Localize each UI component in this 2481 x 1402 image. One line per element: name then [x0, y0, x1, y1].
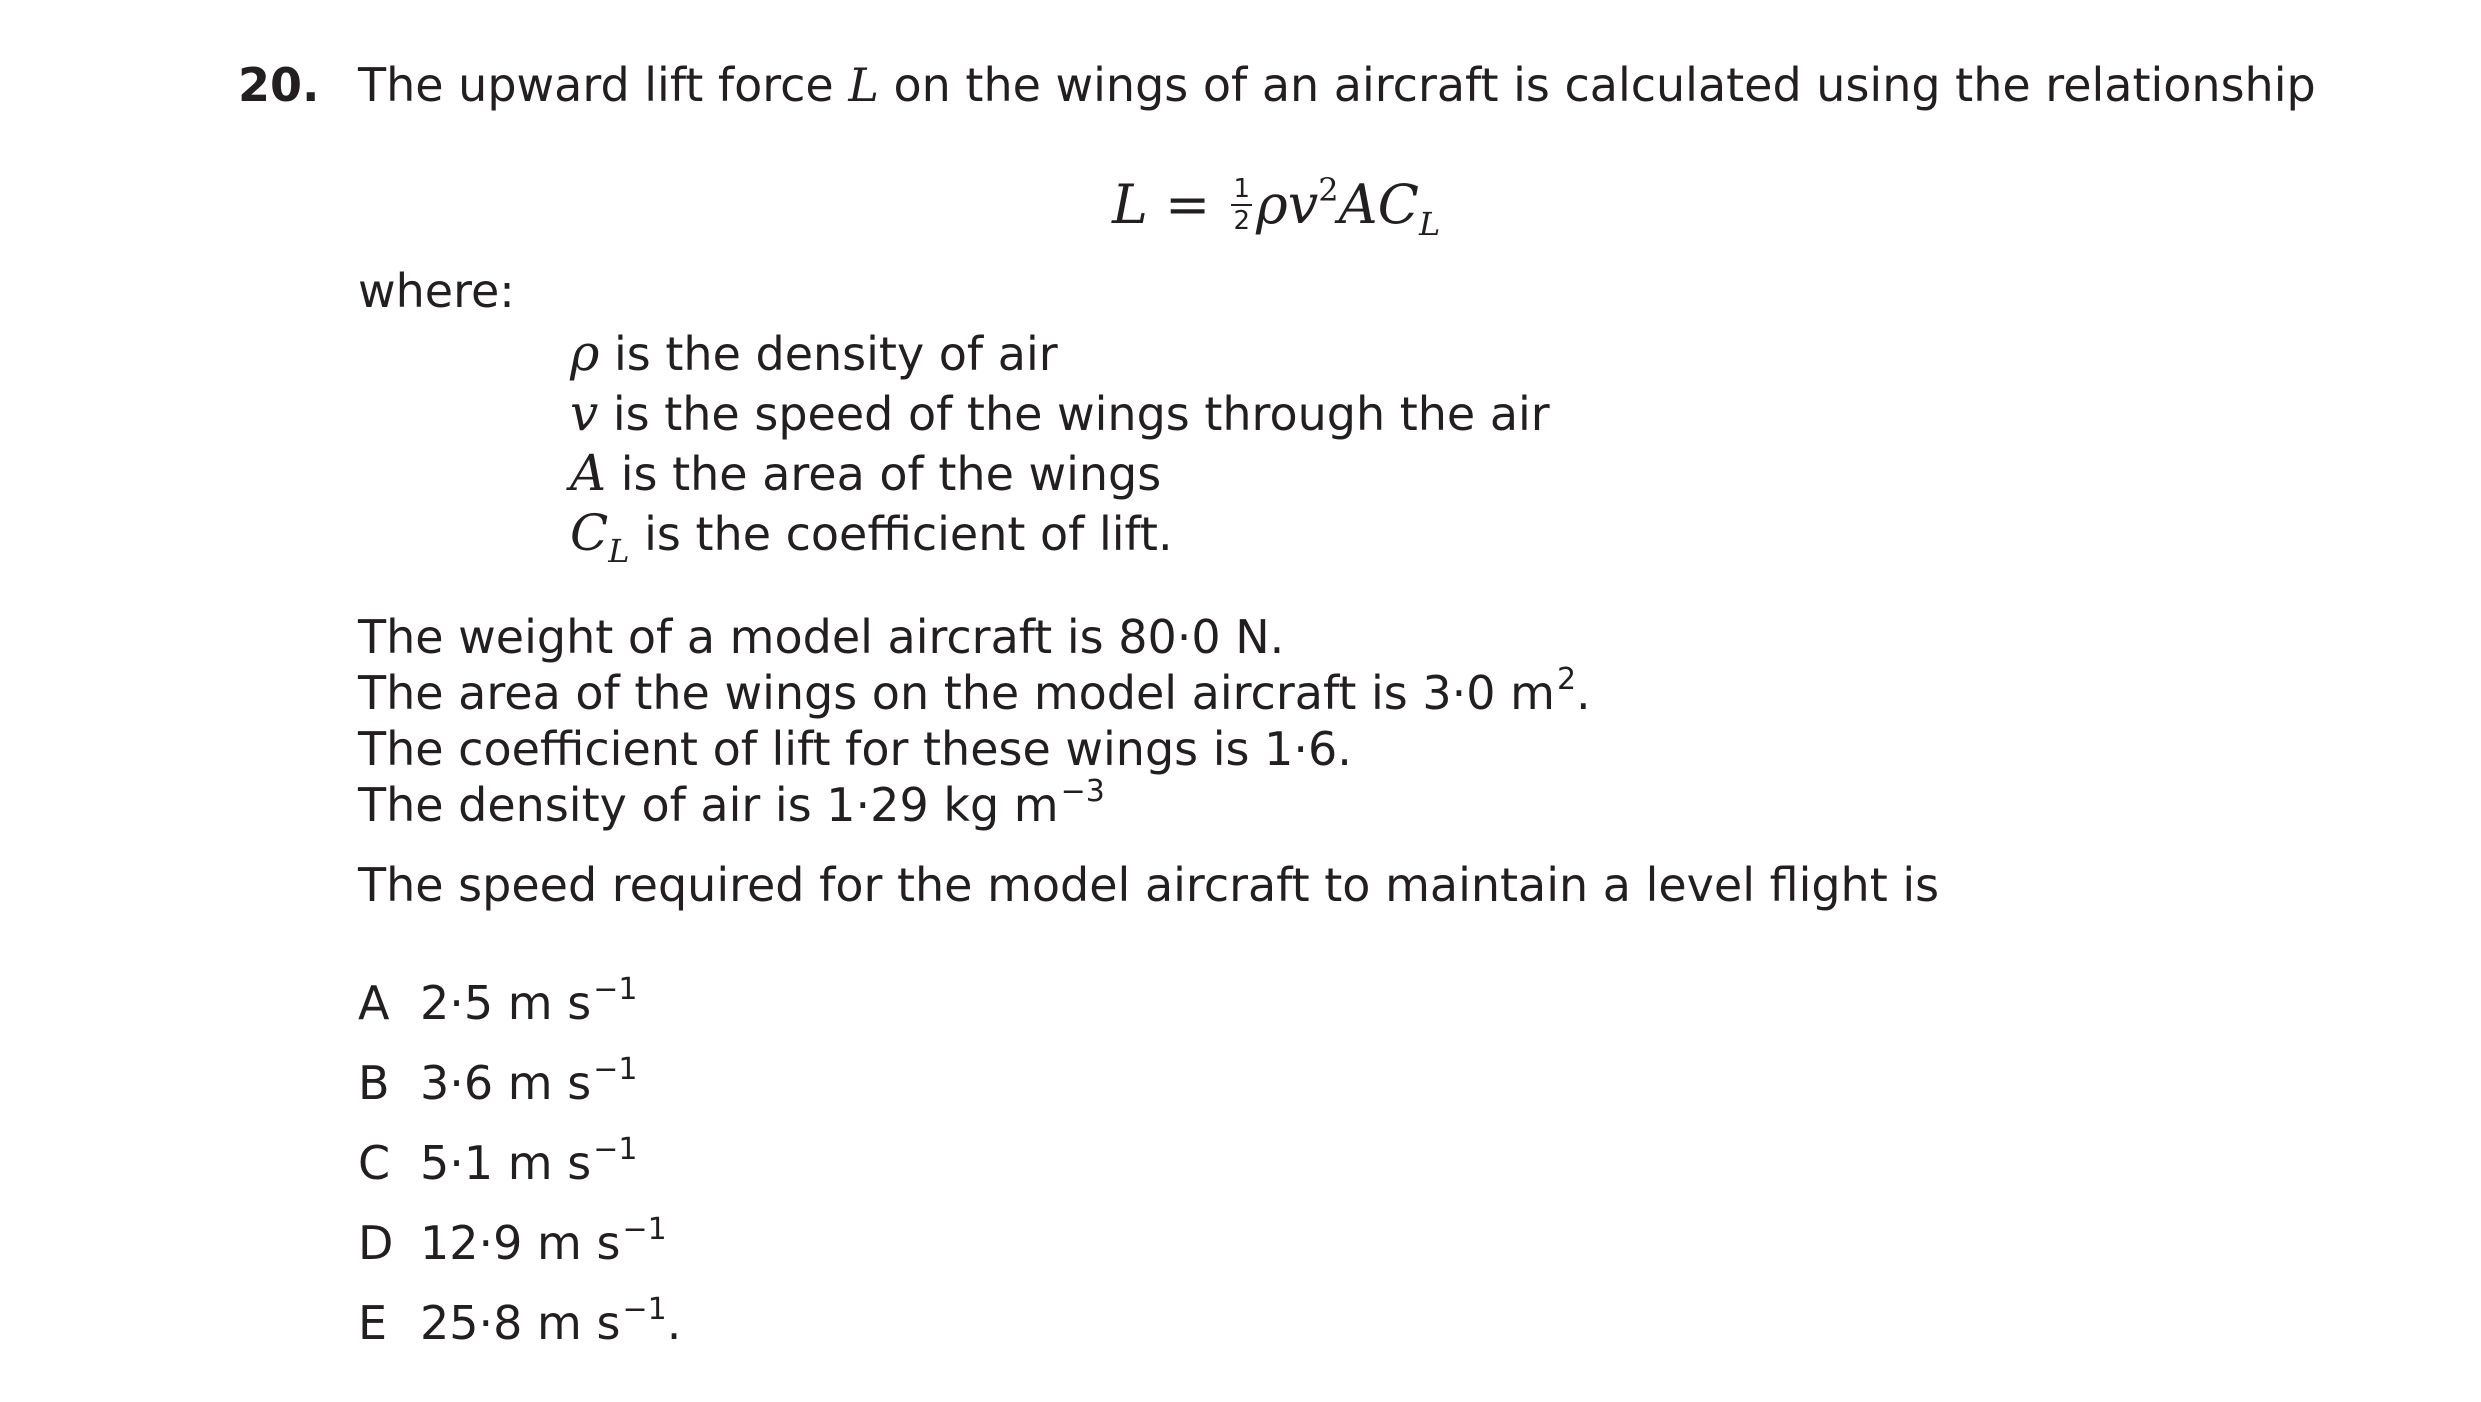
def-subscript: L — [608, 532, 630, 570]
option-d-letter[interactable]: D — [358, 1216, 394, 1270]
fact-text: The weight of a model aircraft is 80·0 N. — [358, 610, 1285, 664]
option-value-sup: −1 — [593, 1052, 638, 1087]
option-value-sup: −1 — [622, 1212, 667, 1247]
eq-fraction — [1231, 176, 1252, 234]
eq-equals: = — [1147, 173, 1228, 236]
definition-a — [570, 444, 1162, 502]
question-number: 20. — [238, 58, 320, 112]
option-value-text: 5·1 m s — [420, 1136, 592, 1190]
def-text: is the coefficient of lift. — [629, 507, 1173, 561]
option-value-text: 2·5 m s — [420, 976, 592, 1030]
def-symbol: v — [570, 384, 599, 442]
option-value-sup: −1 — [593, 1132, 638, 1167]
fact-text: The density of air is 1·29 kg m — [358, 778, 1059, 832]
question-prompt: The speed required for the model aircraft to maintain a level flight is — [358, 858, 1940, 912]
eq-a: A — [1338, 173, 1378, 236]
def-symbol: ρ — [570, 324, 600, 382]
fact-weight — [358, 610, 1285, 664]
option-e-letter[interactable]: E — [358, 1296, 388, 1350]
eq-rho: ρ — [1255, 173, 1288, 236]
option-b-value[interactable] — [420, 1052, 638, 1110]
fact-sup: 2 — [1556, 662, 1577, 697]
option-value-text: 25·8 m s — [420, 1296, 621, 1350]
eq-frac-den: 2 — [1233, 206, 1250, 236]
eq-c-subscript: L — [1418, 205, 1441, 243]
option-value-tail: . — [666, 1296, 682, 1350]
def-symbol: A — [570, 444, 607, 502]
eq-v: v — [1287, 173, 1319, 236]
def-text: is the area of the wings — [606, 447, 1162, 501]
option-b-letter[interactable]: B — [358, 1056, 390, 1110]
def-text: is the density of air — [599, 327, 1058, 381]
option-c-value[interactable] — [420, 1132, 638, 1190]
fact-coefficient — [358, 722, 1352, 776]
eq-v-exponent: 2 — [1318, 171, 1339, 209]
where-label: where: — [358, 264, 515, 318]
option-value-text: 12·9 m s — [420, 1216, 621, 1270]
stem-post: on the wings of an aircraft is calculated using the relationship — [878, 58, 2316, 112]
fact-tail: . — [1576, 666, 1591, 720]
option-a-value[interactable] — [420, 972, 638, 1030]
fact-density — [358, 774, 1105, 832]
fact-area — [358, 662, 1591, 720]
option-value-sup: −1 — [593, 972, 638, 1007]
eq-lhs: L — [1112, 173, 1148, 236]
definition-cl — [570, 504, 1173, 570]
option-d-value[interactable] — [420, 1212, 667, 1270]
definition-v — [570, 384, 1550, 442]
stem-pre: The upward lift force — [358, 58, 849, 112]
fact-sup: −3 — [1060, 774, 1105, 809]
option-a-letter[interactable]: A — [358, 976, 390, 1030]
fact-text: The area of the wings on the model aircraft is 3·0 m — [358, 666, 1555, 720]
option-c-letter[interactable]: C — [358, 1136, 391, 1190]
option-e-value[interactable] — [420, 1292, 682, 1350]
lift-equation — [1112, 171, 1441, 243]
fact-text: The coefficient of lift for these wings is 1·6. — [358, 722, 1352, 776]
question-stem — [358, 58, 2316, 112]
option-value-text: 3·6 m s — [420, 1056, 592, 1110]
eq-c: C — [1377, 173, 1419, 236]
eq-frac-num: 1 — [1233, 174, 1250, 204]
def-symbol: C — [570, 504, 609, 562]
definition-rho — [570, 324, 1058, 382]
stem-variable: L — [848, 58, 879, 112]
option-value-sup: −1 — [622, 1292, 667, 1327]
def-text: is the speed of the wings through the air — [598, 387, 1550, 441]
